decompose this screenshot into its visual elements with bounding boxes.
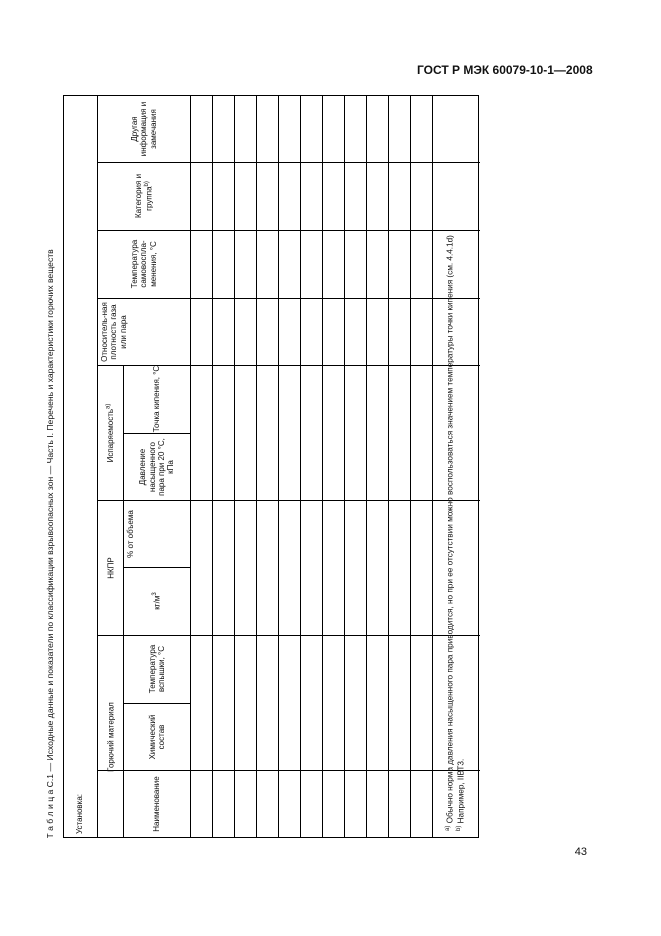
- document-code: ГОСТ Р МЭК 60079-10-1—2008: [417, 63, 593, 77]
- header-boiling-point: Точка кипения, °С: [152, 365, 162, 433]
- header-lel-percent: % от объема: [126, 509, 135, 558]
- footnote-ref-a: a): [105, 403, 112, 409]
- table-border: [300, 95, 301, 838]
- header-other: Другая информация и замечания: [129, 101, 158, 156]
- table-border: [366, 95, 367, 838]
- table-border: [190, 95, 191, 838]
- table-border: [278, 95, 279, 838]
- table-border: [322, 95, 323, 838]
- table-border: [344, 95, 345, 838]
- table-border: [410, 95, 411, 838]
- header-category: Категория и группа$^{b)}$: [134, 173, 154, 219]
- footnotes: [433, 97, 479, 837]
- footnote-a: $^{a)}$ Обычно норма давления насыщенного пара приводится, но при ее отсутствии можно воспользоваться значением температуры точки кипения (см. 4.4.1d): [444, 235, 455, 831]
- table-border: [212, 95, 213, 838]
- footnote-b: $^{b)}$ Например, IIВТ3.: [456, 758, 466, 831]
- header-name: Наименование: [152, 776, 162, 832]
- header-group-volatility: Испаряемость$^{a)}$: [105, 403, 116, 462]
- page-number: 43: [574, 846, 587, 858]
- table-border: [388, 95, 389, 838]
- header-flash-point: Температура вспышки, °С: [147, 644, 166, 694]
- header-relative-density: Относитель-ная плотность газа или пара: [100, 301, 128, 362]
- table-caption-text: — Исходные данные и показатели по классификации взрывоопасных зон — Часть I. Перечень и характеристики горючих веществ: [44, 248, 55, 774]
- installation-label: Установка:: [75, 793, 85, 834]
- footnote-ref-b: b): [143, 181, 150, 187]
- header-group-flammable: Горючий материал: [105, 701, 115, 772]
- header-group-lel: НКПР: [105, 556, 115, 579]
- table-caption: [40, 95, 60, 838]
- header-composition: Химический состав: [147, 714, 166, 759]
- table-border: [256, 95, 257, 838]
- table-border: [234, 95, 235, 838]
- table-caption-prefix: Т а б л и ц а С.1: [44, 773, 55, 838]
- header-vapor-pressure: Давление насыщенного пара при 20 °С, кПа: [138, 437, 176, 496]
- header-lel-kg: $кг/м^3$: [151, 592, 162, 610]
- header-autoignition: Температура самовоспла-менения, °С: [129, 239, 158, 289]
